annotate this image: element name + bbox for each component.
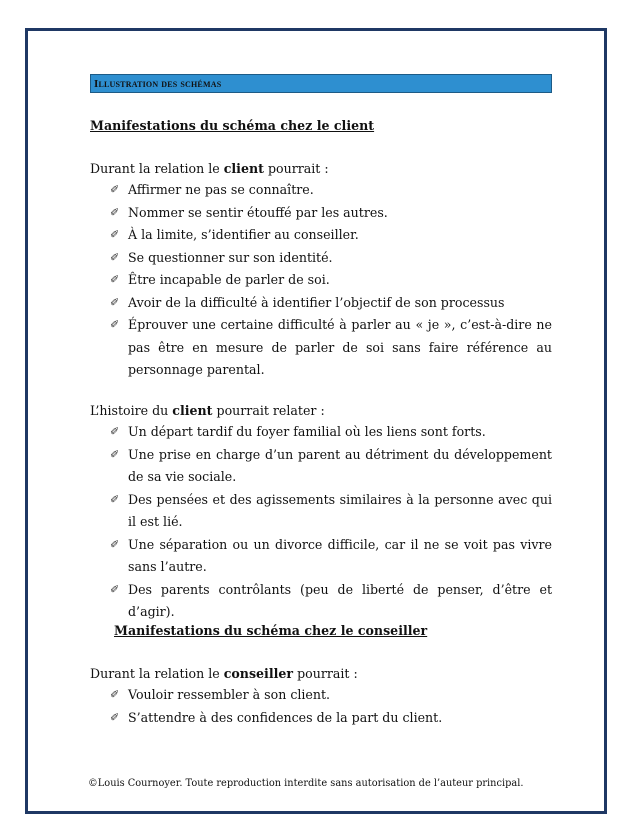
list-item: ✐ Se questionner sur son identité.	[90, 247, 552, 270]
counsellor-bold: conseiller	[223, 666, 294, 681]
check-mark-icon: ✐	[110, 228, 120, 241]
check-mark-icon: ✐	[110, 492, 120, 506]
list-item: ✐ Affirmer ne pas se connaître.	[90, 179, 552, 202]
counsellor-intro: Durant la relation le conseiller pourrait :	[90, 666, 358, 681]
document-body	[90, 74, 552, 725]
check-mark-icon: ✐	[110, 688, 120, 701]
client-intro: Durant la relation le client pourrait :	[90, 161, 329, 176]
client-bold: client	[172, 403, 213, 418]
list-item: ✐ Une séparation ou un divorce difficile, car il ne se voit pas vivre sans l’autre.	[90, 534, 552, 579]
list-item: ✐ Un départ tardif du foyer familial où les liens sont forts.	[90, 421, 552, 444]
client-history-list	[90, 421, 552, 624]
check-mark-icon: ✐	[110, 250, 120, 264]
check-mark-icon: ✐	[110, 318, 120, 331]
list-item: ✐ Une prise en charge d’un parent au détriment du développement de sa vie sociale.	[90, 444, 552, 489]
counsellor-behaviour-list	[90, 684, 552, 729]
check-mark-icon: ✐	[110, 205, 120, 219]
list-item: ✐ Avoir de la difficulté à identifier l’objectif de son processus	[90, 292, 552, 315]
client-bold: client	[223, 161, 264, 176]
check-mark-icon: ✐	[110, 537, 120, 551]
list-item: ✐ Éprouver une certaine difficulté à parler au « je », c’est-à-dire ne pas être en mesure de parler de soi sans faire référence au personnage parental.	[90, 314, 552, 382]
list-item: ✐ Vouloir ressembler à son client.	[90, 684, 552, 707]
check-mark-icon: ✐	[110, 425, 120, 438]
check-mark-icon: ✐	[110, 295, 120, 309]
list-item: ✐ Nommer se sentir étouffé par les autres.	[90, 202, 552, 225]
counsellor-section-title: Manifestations du schéma chez le conseiller	[114, 623, 428, 638]
check-mark-icon: ✐	[110, 447, 120, 461]
client-history-intro: L’histoire du client pourrait relater :	[90, 403, 325, 418]
client-section-title: Manifestations du schéma chez le client	[90, 118, 375, 133]
list-item: ✐ Des pensées et des agissements similaires à la personne avec qui il est lié.	[90, 489, 552, 534]
check-mark-icon: ✐	[110, 710, 120, 724]
list-item: ✐ Des parents contrôlants (peu de liberté de penser, d’être et d’agir).	[90, 579, 552, 624]
section-banner: Illustration des schémas	[90, 74, 552, 93]
list-item: ✐ À la limite, s’identifier au conseiller.	[90, 224, 552, 247]
check-mark-icon: ✐	[110, 582, 120, 596]
list-item: ✐ Être incapable de parler de soi.	[90, 269, 552, 292]
copyright-footer: ©Louis Cournoyer. Toute reproduction interdite sans autorisation de l’auteur principal.	[88, 778, 524, 789]
check-mark-icon: ✐	[110, 183, 120, 196]
client-behaviour-list	[90, 179, 552, 382]
check-mark-icon: ✐	[110, 273, 120, 286]
list-item: ✐ S’attendre à des confidences de la part du client.	[90, 707, 552, 730]
